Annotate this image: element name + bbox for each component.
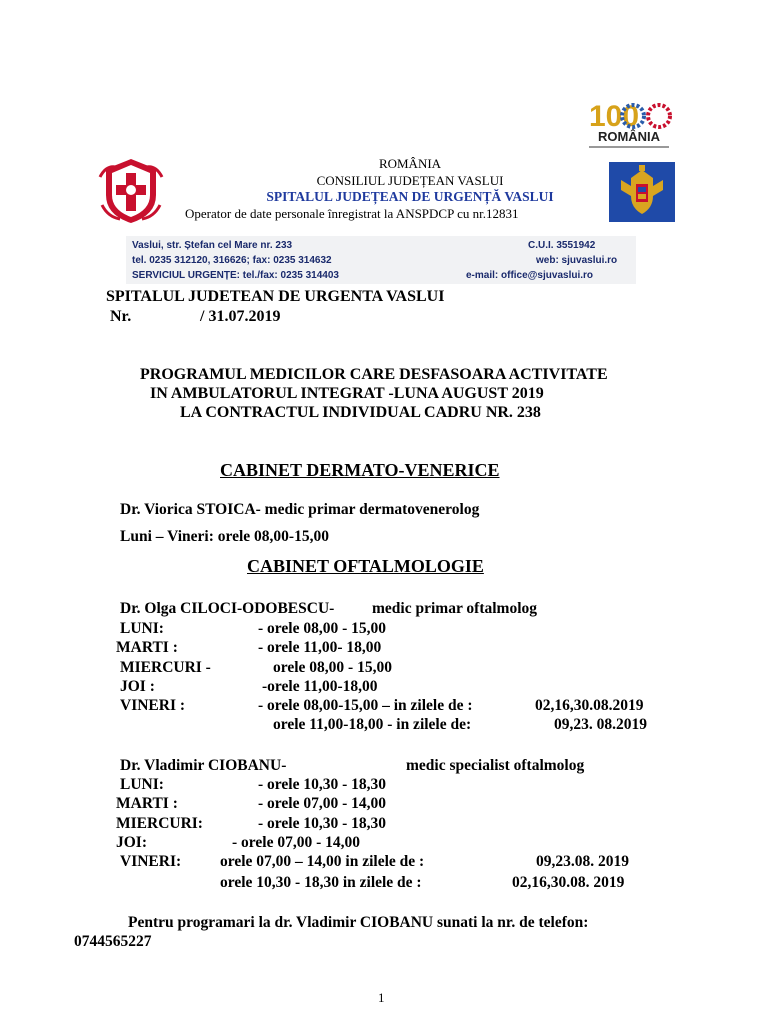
contact-banner — [126, 236, 636, 284]
d2-hours-5: orele 07,00 – 14,00 in zilele de : — [220, 853, 425, 870]
section-dermato-title: CABINET DERMATO-VENERICE — [220, 460, 500, 480]
d2-day-2: MARTI : — [116, 795, 178, 812]
d1-day-1: LUNI: — [120, 620, 164, 637]
hospital-logo — [96, 155, 166, 225]
d2-dates-5: 09,23.08. 2019 — [536, 853, 629, 870]
centenary-country: ROMÂNIA — [597, 129, 661, 144]
institution-name: SPITALUL JUDETEAN DE URGENTA VASLUI — [106, 288, 445, 305]
dermato-doctor: Dr. Viorica STOICA- medic primar dermatovenerolog — [120, 501, 480, 518]
contact-emergency: SERVICIUL URGENȚE: tel./fax: 0235 314403 — [132, 270, 339, 281]
d1-day-2: MARTI : — [116, 639, 178, 656]
oftalmo-doctor1-name: Dr. Olga CILOCI-ODOBESCU- — [120, 600, 335, 617]
dermato-schedule: Luni – Vineri: orele 08,00-15,00 — [120, 528, 329, 545]
d2-hours-4: - orele 07,00 - 14,00 — [232, 834, 360, 851]
d1-dates-5: 02,16,30.08.2019 — [535, 697, 644, 714]
oftalmo-doctor2-role: medic specialist oftalmolog — [406, 757, 585, 774]
header-council: CONSILIUL JUDEȚEAN VASLUI — [316, 173, 504, 188]
header-hospital: SPITALUL JUDEȚEAN DE URGENȚĂ VASLUI — [266, 189, 554, 204]
doc-number-label: Nr. — [110, 308, 132, 325]
centenary-number: 100 — [589, 100, 640, 133]
d2-day-1: LUNI: — [120, 776, 164, 793]
oftalmo-doctor2-name: Dr. Vladimir CIOBANU- — [120, 757, 287, 774]
d2-day-5: VINERI: — [120, 853, 182, 870]
d2-hours-1: - orele 10,30 - 18,30 — [258, 776, 386, 793]
d1-dates-6: 09,23. 08.2019 — [554, 716, 647, 733]
contact-web: web: sjuvaslui.ro — [536, 255, 618, 266]
d1-day-5: VINERI : — [120, 697, 186, 714]
oftalmo-doctor1-role: medic primar oftalmolog — [372, 600, 538, 617]
d1-day-4: JOI : — [120, 678, 155, 695]
contact-cui: C.U.I. 3551942 — [528, 240, 596, 251]
contact-address: Vaslui, str. Ștefan cel Mare nr. 233 — [132, 240, 293, 251]
d1-hours-3: orele 08,00 - 15,00 — [273, 659, 392, 676]
d2-hours-6: orele 10,30 - 18,30 in zilele de : — [220, 874, 422, 891]
header-operator: Operator de date personale înregistrat la ANSPDCP cu nr.12831 — [185, 206, 519, 221]
d2-day-3: MIERCURI: — [116, 815, 203, 832]
d2-day-4: JOI: — [116, 834, 147, 851]
d2-hours-2: - orele 07,00 - 14,00 — [258, 795, 386, 812]
d1-hours-1: - orele 08,00 - 15,00 — [258, 620, 386, 637]
title-line-1: PROGRAMUL MEDICILOR CARE DESFASOARA ACTIVITATE — [140, 366, 608, 383]
title-line-3: LA CONTRACTUL INDIVIDUAL CADRU NR. 238 — [180, 404, 541, 421]
header-country: ROMÂNIA — [378, 156, 442, 171]
section-oftalmo-title: CABINET OFTALMOLOGIE — [247, 556, 484, 576]
d1-hours-2: - orele 11,00- 18,00 — [258, 639, 382, 656]
d1-hours-5: - orele 08,00-15,00 – in zilele de : — [258, 697, 473, 714]
romania-centenary-logo — [567, 96, 692, 156]
d2-hours-3: - orele 10,30 - 18,30 — [258, 815, 386, 832]
doc-number-date: / 31.07.2019 — [200, 308, 281, 325]
d2-dates-6: 02,16,30.08. 2019 — [512, 874, 625, 891]
appointment-phone: 0744565227 — [74, 933, 152, 950]
d1-day-3: MIERCURI - — [120, 659, 211, 676]
d1-hours-6: orele 11,00-18,00 - in zilele de: — [273, 716, 472, 733]
contact-phone: tel. 0235 312120, 316626; fax: 0235 314632 — [132, 255, 332, 266]
title-line-2: IN AMBULATORUL INTEGRAT -LUNA AUGUST 2019 — [150, 385, 544, 402]
contact-email: e-mail: office@sjuvaslui.ro — [466, 270, 594, 281]
page-number: 1 — [378, 990, 385, 1005]
d1-hours-4: -orele 11,00-18,00 — [262, 678, 378, 695]
appointment-note: Pentru programari la dr. Vladimir CIOBANU sunati la nr. de telefon: — [128, 914, 589, 931]
